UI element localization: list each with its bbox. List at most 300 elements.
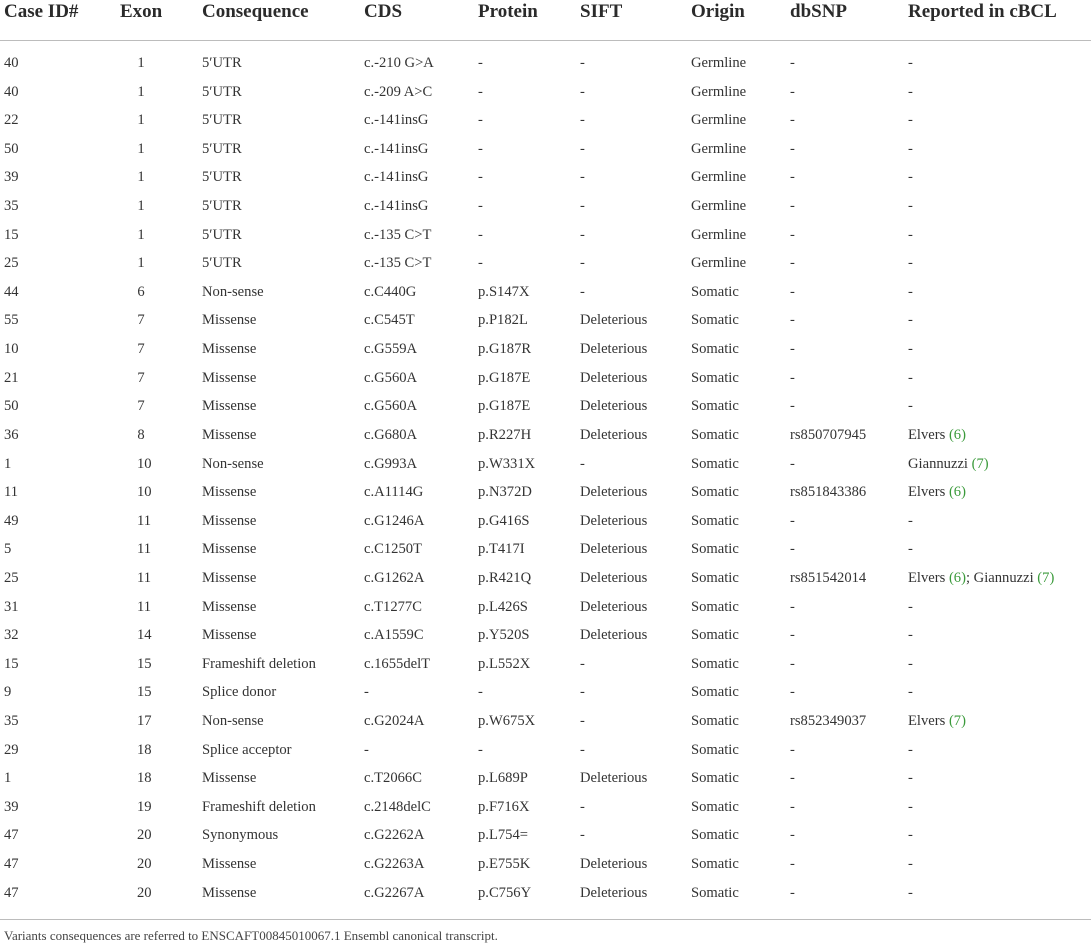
reported-text: -: [908, 112, 913, 129]
reported-text: -: [908, 884, 913, 901]
protein-cell: p.G416S: [478, 512, 530, 529]
reference-link[interactable]: (6): [948, 569, 966, 586]
sift-cell: -: [580, 798, 585, 815]
origin-cell: Germline: [691, 83, 747, 100]
dbsnp-cell: -: [790, 398, 795, 415]
consequence-cell: 5′UTR: [202, 255, 242, 272]
sift-cell: -: [580, 140, 585, 157]
reported-cell: [908, 284, 913, 301]
cds-cell: c.-141insG: [364, 112, 429, 129]
reported-text: -: [908, 226, 913, 243]
reported-cell: [908, 684, 913, 701]
cds-cell: c.G2263A: [364, 856, 425, 873]
cds-cell: c.G2267A: [364, 884, 425, 901]
reported-cell: [908, 570, 1054, 587]
protein-cell: -: [478, 684, 483, 701]
reported-cell: [908, 141, 913, 158]
reported-text: -: [908, 369, 913, 386]
origin-cell: Somatic: [691, 598, 739, 615]
exon-cell: 7: [137, 398, 145, 415]
protein-cell: p.N372D: [478, 484, 532, 501]
sift-cell: -: [580, 827, 585, 844]
reported-cell: [908, 198, 913, 215]
dbsnp-cell: -: [790, 140, 795, 157]
sift-cell: Deleterious: [580, 569, 648, 586]
exon-cell: 1: [137, 55, 145, 71]
protein-cell: p.T417I: [478, 541, 525, 558]
sift-cell: -: [580, 713, 585, 730]
reported-text: Elvers: [908, 426, 949, 443]
table-row: [0, 736, 1091, 765]
protein-cell: p.S147X: [478, 283, 530, 300]
consequence-cell: 5′UTR: [202, 226, 242, 243]
reported-text: -: [908, 255, 913, 272]
reported-cell: [908, 456, 989, 473]
exon-cell: 1: [137, 226, 145, 243]
dbsnp-cell: rs852349037: [790, 713, 867, 730]
consequence-cell: 5′UTR: [202, 83, 242, 100]
case-id-cell: 44: [4, 283, 19, 300]
origin-cell: Somatic: [691, 569, 739, 586]
reported-cell: [908, 370, 913, 387]
sift-cell: Deleterious: [580, 484, 648, 501]
reported-text: -: [908, 741, 913, 758]
cds-cell: c.G680A: [364, 426, 418, 443]
protein-cell: p.G187E: [478, 369, 531, 386]
table-row: [0, 650, 1091, 679]
case-id-cell: 50: [4, 398, 19, 415]
table-row: [0, 49, 1091, 78]
case-id-cell: 36: [4, 426, 19, 443]
reported-text: -: [908, 655, 913, 672]
protein-cell: -: [478, 226, 483, 243]
consequence-cell: Missense: [202, 312, 257, 329]
case-id-cell: 35: [4, 198, 19, 215]
origin-cell: Germline: [691, 55, 747, 71]
protein-cell: -: [478, 255, 483, 272]
origin-cell: Somatic: [691, 312, 739, 329]
table-row: [0, 106, 1091, 135]
reported-cell: [908, 656, 913, 673]
dbsnp-cell: -: [790, 455, 795, 472]
table-row: [0, 192, 1091, 221]
exon-cell: 1: [137, 112, 145, 129]
protein-cell: -: [478, 198, 483, 215]
exon-cell: 7: [137, 341, 145, 358]
case-id-cell: 25: [4, 255, 19, 272]
consequence-cell: Synonymous: [202, 827, 279, 844]
exon-cell: 1: [137, 140, 145, 157]
origin-cell: Germline: [691, 169, 747, 186]
consequence-cell: Missense: [202, 398, 257, 415]
exon-cell: 10: [137, 455, 152, 472]
exon-cell: 14: [137, 627, 152, 644]
table-row: [0, 821, 1091, 850]
origin-cell: Somatic: [691, 283, 739, 300]
dbsnp-cell: -: [790, 598, 795, 615]
cds-cell: -: [364, 741, 369, 758]
cds-cell: c.-141insG: [364, 140, 429, 157]
exon-cell: 18: [137, 741, 152, 758]
reported-text: -: [908, 341, 913, 358]
reported-cell: [908, 513, 913, 530]
table-row: [0, 850, 1091, 879]
reference-link[interactable]: (6): [948, 426, 966, 443]
table-row: [0, 335, 1091, 364]
dbsnp-cell: -: [790, 198, 795, 215]
exon-cell: 18: [137, 770, 152, 787]
reported-cell: [908, 541, 913, 558]
table-row: [0, 879, 1091, 908]
reported-cell: [908, 341, 913, 358]
consequence-cell: Splice donor: [202, 684, 277, 701]
origin-cell: Germline: [691, 198, 747, 215]
reported-text: -: [908, 627, 913, 644]
sift-cell: -: [580, 112, 585, 129]
reported-cell: [908, 742, 913, 759]
sift-cell: -: [580, 169, 585, 186]
origin-cell: Somatic: [691, 512, 739, 529]
cds-cell: c.G560A: [364, 398, 418, 415]
case-id-cell: 40: [4, 55, 19, 71]
table-footnote: Variants consequences are referred to ENSCAFT00845010067.1 Ensembl canonical transcript.: [4, 928, 498, 943]
case-id-cell: 10: [4, 341, 19, 358]
table-row: [0, 593, 1091, 622]
reported-text: Giannuzzi: [908, 455, 972, 472]
reported-cell: [908, 827, 913, 844]
case-id-cell: 1: [4, 770, 12, 787]
header-origin: Origin: [691, 1, 745, 22]
case-id-cell: 11: [4, 484, 19, 501]
consequence-cell: Missense: [202, 484, 257, 501]
reported-cell: [908, 312, 913, 329]
cds-cell: c.C545T: [364, 312, 415, 329]
consequence-cell: Missense: [202, 369, 257, 386]
dbsnp-cell: -: [790, 283, 795, 300]
reported-text: -: [908, 512, 913, 529]
sift-cell: Deleterious: [580, 341, 648, 358]
cds-cell: c.1655delT: [364, 655, 431, 672]
reference-link[interactable]: (7): [971, 455, 989, 472]
exon-cell: 19: [137, 798, 152, 815]
origin-cell: Somatic: [691, 827, 739, 844]
case-id-cell: 32: [4, 627, 19, 644]
case-id-cell: 9: [4, 684, 12, 701]
dbsnp-cell: -: [790, 226, 795, 243]
reported-text: -: [908, 198, 913, 215]
exon-cell: 1: [137, 83, 145, 100]
cds-cell: c.G560A: [364, 369, 418, 386]
cds-cell: c.G2024A: [364, 713, 425, 730]
sift-cell: Deleterious: [580, 770, 648, 787]
reported-text: -: [908, 169, 913, 186]
consequence-cell: 5′UTR: [202, 55, 242, 71]
protein-cell: -: [478, 169, 483, 186]
case-id-cell: 15: [4, 655, 19, 672]
sift-cell: Deleterious: [580, 426, 648, 443]
header-dbsnp: dbSNP: [790, 1, 848, 22]
dbsnp-cell: -: [790, 169, 795, 186]
cds-cell: c.G559A: [364, 341, 418, 358]
reported-cell: [908, 427, 966, 444]
reported-text: -: [908, 312, 913, 329]
consequence-cell: Missense: [202, 598, 257, 615]
sift-cell: Deleterious: [580, 541, 648, 558]
case-id-cell: 15: [4, 226, 19, 243]
sift-cell: -: [580, 226, 585, 243]
consequence-cell: Missense: [202, 512, 257, 529]
cds-cell: c.-141insG: [364, 198, 429, 215]
reported-text: -: [908, 541, 913, 558]
reported-cell: [908, 255, 913, 272]
exon-cell: 20: [137, 827, 152, 844]
table-row: [0, 507, 1091, 536]
exon-cell: 15: [137, 655, 152, 672]
exon-cell: 8: [137, 426, 145, 443]
exon-cell: 11: [137, 569, 152, 586]
case-id-cell: 35: [4, 713, 19, 730]
sift-cell: Deleterious: [580, 598, 648, 615]
sift-cell: -: [580, 283, 585, 300]
protein-cell: p.W331X: [478, 455, 536, 472]
cds-cell: c.C1250T: [364, 541, 422, 558]
table-row: [0, 392, 1091, 421]
case-id-cell: 47: [4, 827, 19, 844]
cds-cell: -: [364, 684, 369, 701]
origin-cell: Somatic: [691, 655, 739, 672]
protein-cell: -: [478, 112, 483, 129]
sift-cell: Deleterious: [580, 312, 648, 329]
origin-cell: Somatic: [691, 884, 739, 901]
reported-cell: [908, 713, 966, 730]
case-id-cell: 25: [4, 569, 19, 586]
exon-cell: 11: [137, 512, 152, 529]
sift-cell: -: [580, 83, 585, 100]
origin-cell: Somatic: [691, 713, 739, 730]
dbsnp-cell: -: [790, 827, 795, 844]
dbsnp-cell: rs851843386: [790, 484, 867, 501]
dbsnp-cell: -: [790, 655, 795, 672]
cds-cell: c.-209 A>C: [364, 83, 433, 100]
consequence-cell: Frameshift deletion: [202, 798, 316, 815]
cds-cell: c.G1246A: [364, 512, 425, 529]
origin-cell: Somatic: [691, 798, 739, 815]
reported-text: -: [908, 684, 913, 701]
protein-cell: -: [478, 83, 483, 100]
cds-cell: c.-210 G>A: [364, 55, 434, 71]
origin-cell: Somatic: [691, 484, 739, 501]
dbsnp-cell: -: [790, 684, 795, 701]
table-row: [0, 364, 1091, 393]
consequence-cell: Missense: [202, 341, 257, 358]
reported-text: -: [908, 770, 913, 787]
table-row: [0, 421, 1091, 450]
reported-text: -: [908, 55, 913, 71]
case-id-cell: 47: [4, 884, 19, 901]
reported-text: -: [908, 856, 913, 873]
origin-cell: Somatic: [691, 341, 739, 358]
case-id-cell: 21: [4, 369, 19, 386]
case-id-cell: 22: [4, 112, 19, 129]
consequence-cell: Missense: [202, 541, 257, 558]
consequence-cell: Missense: [202, 426, 257, 443]
consequence-cell: Frameshift deletion: [202, 655, 316, 672]
dbsnp-cell: -: [790, 255, 795, 272]
reported-cell: [908, 599, 913, 616]
case-id-cell: 39: [4, 798, 19, 815]
exon-cell: 1: [137, 169, 145, 186]
exon-cell: 7: [137, 369, 145, 386]
dbsnp-cell: -: [790, 798, 795, 815]
consequence-cell: Splice acceptor: [202, 741, 292, 758]
reported-text: -: [908, 83, 913, 100]
table-row: [0, 678, 1091, 707]
protein-cell: p.R421Q: [478, 569, 532, 586]
reported-cell: [908, 885, 913, 902]
origin-cell: Somatic: [691, 741, 739, 758]
cds-cell: c.-135 C>T: [364, 255, 432, 272]
table-row: [0, 221, 1091, 250]
case-id-cell: 40: [4, 83, 19, 100]
exon-cell: 20: [137, 884, 152, 901]
consequence-cell: Missense: [202, 627, 257, 644]
cds-cell: c.A1114G: [364, 484, 424, 501]
reported-text: Elvers: [908, 713, 949, 730]
protein-cell: p.P182L: [478, 312, 528, 329]
exon-cell: 11: [137, 598, 152, 615]
exon-cell: 1: [137, 198, 145, 215]
protein-cell: p.R227H: [478, 426, 532, 443]
exon-cell: 1: [137, 255, 145, 272]
reported-cell: [908, 227, 913, 244]
consequence-cell: Non-sense: [202, 713, 264, 730]
sift-cell: -: [580, 741, 585, 758]
sift-cell: -: [580, 198, 585, 215]
cds-cell: c.G993A: [364, 455, 418, 472]
reported-text: -: [908, 598, 913, 615]
case-id-cell: 39: [4, 169, 19, 186]
origin-cell: Germline: [691, 140, 747, 157]
reported-text: Elvers: [908, 484, 949, 501]
table-row: [0, 78, 1091, 107]
protein-cell: -: [478, 55, 483, 71]
origin-cell: Somatic: [691, 398, 739, 415]
cds-cell: c.A1559C: [364, 627, 424, 644]
reported-text: -: [908, 283, 913, 300]
table-row: [0, 163, 1091, 192]
reference-link[interactable]: (7): [1037, 569, 1055, 586]
cds-cell: c.C440G: [364, 283, 417, 300]
exon-cell: 20: [137, 856, 152, 873]
protein-cell: p.L689P: [478, 770, 528, 787]
protein-cell: -: [478, 741, 483, 758]
reference-link[interactable]: (6): [948, 484, 966, 501]
protein-cell: p.G187E: [478, 398, 531, 415]
exon-cell: 7: [137, 312, 145, 329]
cds-cell: c.2148delC: [364, 798, 431, 815]
reported-text: -: [908, 398, 913, 415]
exon-cell: 6: [137, 283, 145, 300]
reported-text: -: [908, 140, 913, 157]
consequence-cell: 5′UTR: [202, 198, 242, 215]
dbsnp-cell: -: [790, 312, 795, 329]
protein-cell: p.L754=: [478, 827, 528, 844]
cds-cell: c.G2262A: [364, 827, 425, 844]
case-id-cell: 49: [4, 512, 19, 529]
cds-cell: c.T2066C: [364, 770, 422, 787]
header-sift: SIFT: [580, 1, 623, 22]
protein-cell: p.F716X: [478, 798, 530, 815]
dbsnp-cell: -: [790, 341, 795, 358]
origin-cell: Somatic: [691, 369, 739, 386]
protein-cell: p.L426S: [478, 598, 528, 615]
exon-cell: 10: [137, 484, 152, 501]
sift-cell: -: [580, 55, 585, 71]
reference-link[interactable]: (7): [948, 713, 966, 730]
sift-cell: -: [580, 655, 585, 672]
case-id-cell: 5: [4, 541, 12, 558]
reported-cell: [908, 112, 913, 129]
reported-cell: [908, 84, 913, 101]
header-cds: CDS: [364, 1, 403, 22]
reported-text: -: [908, 798, 913, 815]
cds-cell: c.G1262A: [364, 569, 425, 586]
table-row: [0, 707, 1091, 736]
reported-cell: [908, 398, 913, 415]
header-case-id: Case ID#: [4, 1, 79, 22]
case-id-cell: 1: [4, 455, 12, 472]
dbsnp-cell: -: [790, 856, 795, 873]
reported-cell: [908, 484, 966, 501]
consequence-cell: Missense: [202, 884, 257, 901]
table-row: [0, 278, 1091, 307]
sift-cell: Deleterious: [580, 369, 648, 386]
dbsnp-cell: -: [790, 770, 795, 787]
table-row: [0, 764, 1091, 793]
protein-cell: p.C756Y: [478, 884, 532, 901]
header-exon: Exon: [120, 1, 163, 22]
table-row: [0, 621, 1091, 650]
dbsnp-cell: -: [790, 369, 795, 386]
reported-cell: [908, 856, 913, 873]
table-body: [0, 49, 1091, 907]
consequence-cell: 5′UTR: [202, 169, 242, 186]
header-protein: Protein: [478, 1, 538, 22]
header-consequence: Consequence: [202, 1, 309, 22]
consequence-cell: Missense: [202, 770, 257, 787]
reported-cell: [908, 55, 913, 72]
protein-cell: p.Y520S: [478, 627, 530, 644]
sift-cell: Deleterious: [580, 884, 648, 901]
table-row: [0, 564, 1091, 593]
dbsnp-cell: -: [790, 112, 795, 129]
dbsnp-cell: rs850707945: [790, 426, 867, 443]
origin-cell: Germline: [691, 112, 747, 129]
table-row: [0, 450, 1091, 479]
consequence-cell: 5′UTR: [202, 112, 242, 129]
protein-cell: p.W675X: [478, 713, 536, 730]
dbsnp-cell: -: [790, 541, 795, 558]
sift-cell: Deleterious: [580, 512, 648, 529]
origin-cell: Germline: [691, 226, 747, 243]
case-id-cell: 47: [4, 856, 19, 873]
case-id-cell: 29: [4, 741, 19, 758]
reported-cell: [908, 169, 913, 186]
table-row: [0, 135, 1091, 164]
header-reported-in-cbcl: Reported in cBCL: [908, 1, 1057, 22]
table-row: [0, 793, 1091, 822]
case-id-cell: 50: [4, 140, 19, 157]
